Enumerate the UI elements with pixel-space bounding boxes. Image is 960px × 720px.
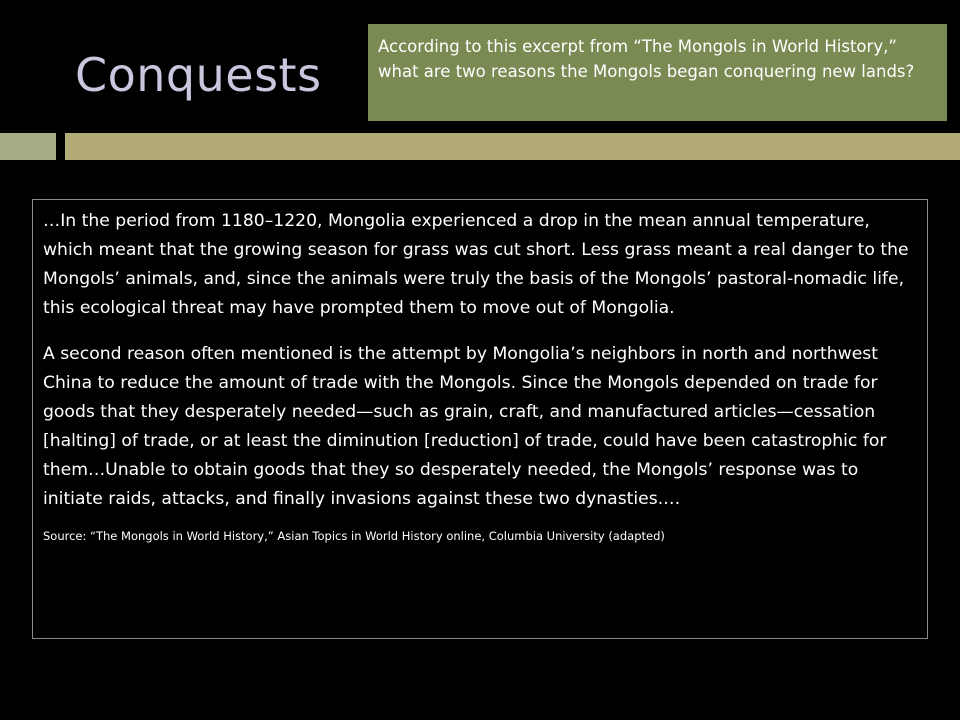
header-rule-left xyxy=(0,133,56,160)
excerpt-paragraph-1: …In the period from 1180–1220, Mongolia experienced a drop in the mean annual temperature, which meant that the growing season for grass was cut short. Less grass meant a real danger to the Mongols’ animals, and, since the animals were truly the basis of the Mongols’ pastoral-nomadic life, this ecological threat may have prompted them to move out of Mongolia. xyxy=(43,211,909,318)
question-text: According to this excerpt from “The Mongols in World History,” what are two reasons the Mongols began conquering new lands? xyxy=(378,37,915,81)
excerpt-paragraph-2: A second reason often mentioned is the attempt by Mongolia’s neighbors in north and northwest China to reduce the amount of trade with the Mongols. Since the Mongols depended on trade for goods that they desperately needed—such as grain, craft, and manufactured articles—cessation [halting] of trade, or at least the diminution [reduction] of trade, could have been catastrophic for them…Unable to obtain goods that they so desperately needed, the Mongols’ response was to initiate raids, attacks, and finally invasions against these two dynasties.… xyxy=(43,344,887,509)
source-citation: Source: “The Mongols in World History,” Asian Topics in World History online, Columbia University (adapted) xyxy=(43,529,665,543)
question-box xyxy=(368,24,947,121)
header-rule-right xyxy=(65,133,960,160)
excerpt-box xyxy=(32,199,928,639)
slide-title: Conquests xyxy=(75,48,322,102)
